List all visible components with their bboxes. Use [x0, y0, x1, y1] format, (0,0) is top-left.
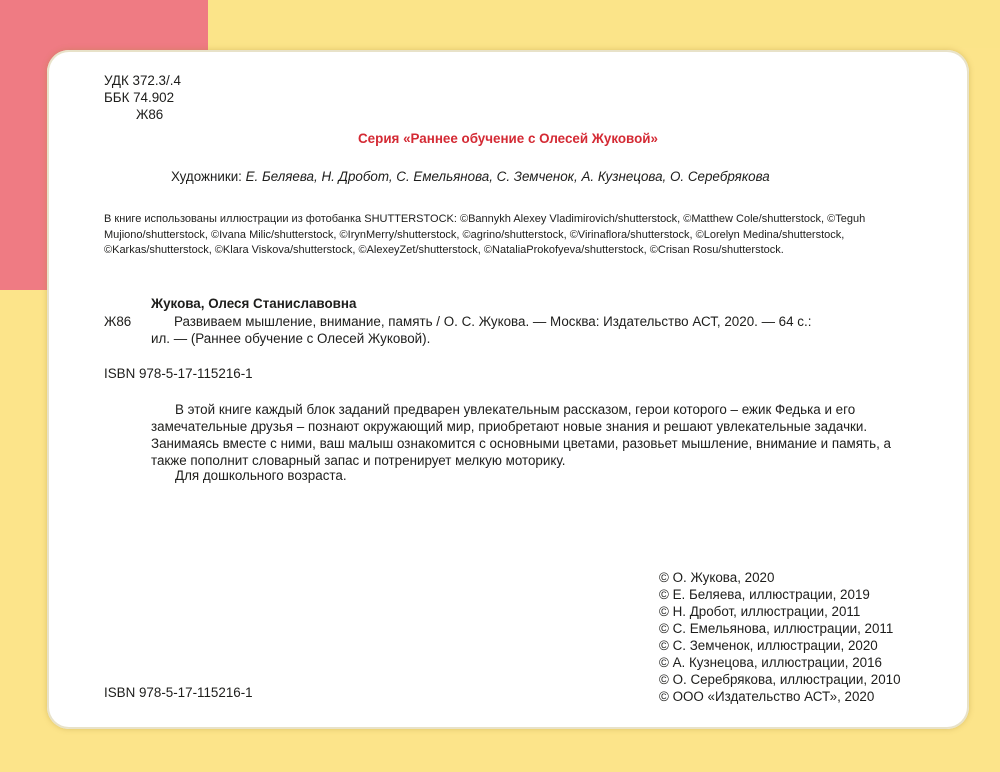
series-title: Серия «Раннее обучение с Олесей Жуковой»: [358, 131, 658, 146]
copyright-list: [659, 569, 901, 705]
yellow-background-band: [208, 0, 1000, 48]
bibliography-mark: Ж86: [104, 314, 132, 329]
photo-credits: В книге использованы иллюстрации из фотобанка SHUTTERSTOCK: ©Bannykh Alexey Vladimirovich/shutterstock, ©Matthew Cole/shutterstock, ©Teguh Mujiono/shutterstock, ©Ivana Milic/shutterstock, ©IrynMerry/shutterstock, ©agrino/shutterstock, ©Virinaflora/shutterstock, ©Lorelyn Medina/shutterstock, ©Karkas/shutterstock, ©Klara Viskova/shutterstock, ©AlexeyZet/shutterstock, ©NataliaProkofyeva/shutterstock, ©Crisan Rosu/shutterstock.: [104, 213, 866, 256]
bibliography-author: Жукова, Олеся Станиславовна: [151, 296, 357, 311]
udk-code: УДК 372.3/.4: [104, 73, 181, 88]
isbn-bottom: ISBN 978-5-17-115216-1: [104, 685, 253, 700]
illustrators-line: [171, 168, 770, 185]
annotation-text: В этой книге каждый блок заданий предварен увлекательным рассказом, герои которого – ежик Федька и его замечательные друзья – познают окружающий мир, приобретают новые знания и решают увлекательные задачки. Занимаясь вместе с ними, ваш малыш ознакомится с основными цветами, разовьет мышление, внимание и память, а также пополнит словарный запас и потренирует мелкую моторику.: [151, 402, 891, 468]
copyright-item: © О. Жукова, 2020: [659, 570, 775, 585]
illustrators-names: Е. Беляева, Н. Дробот, С. Емельянова, С. Земченок, А. Кузнецова, О. Серебрякова: [245, 169, 770, 184]
author-mark: Ж86: [136, 107, 164, 122]
copyright-item: © С. Земченок, иллюстрации, 2020: [659, 638, 878, 653]
illustrators-label: Художники:: [171, 169, 242, 184]
bibliography-line1: Развиваем мышление, внимание, память / О. С. Жукова. — Москва: Издательство АСТ, 2020. — 64 с.:: [174, 314, 812, 329]
copyright-item: © Е. Беляева, иллюстрации, 2019: [659, 587, 870, 602]
isbn-top: ISBN 978-5-17-115216-1: [104, 366, 253, 381]
age-rating: Для дошкольного возраста.: [175, 468, 347, 483]
copyright-item: © С. Емельянова, иллюстрации, 2011: [659, 621, 894, 636]
copyright-item: © Н. Дробот, иллюстрации, 2011: [659, 604, 861, 619]
copyright-item: © ООО «Издательство АСТ», 2020: [659, 689, 875, 704]
copyright-item: © А. Кузнецова, иллюстрации, 2016: [659, 655, 882, 670]
bbk-code: ББК 74.902: [104, 90, 175, 105]
bibliography-line2: ил. — (Раннее обучение с Олесей Жуковой).: [151, 331, 431, 346]
copyright-item: © О. Серебрякова, иллюстрации, 2010: [659, 672, 901, 687]
